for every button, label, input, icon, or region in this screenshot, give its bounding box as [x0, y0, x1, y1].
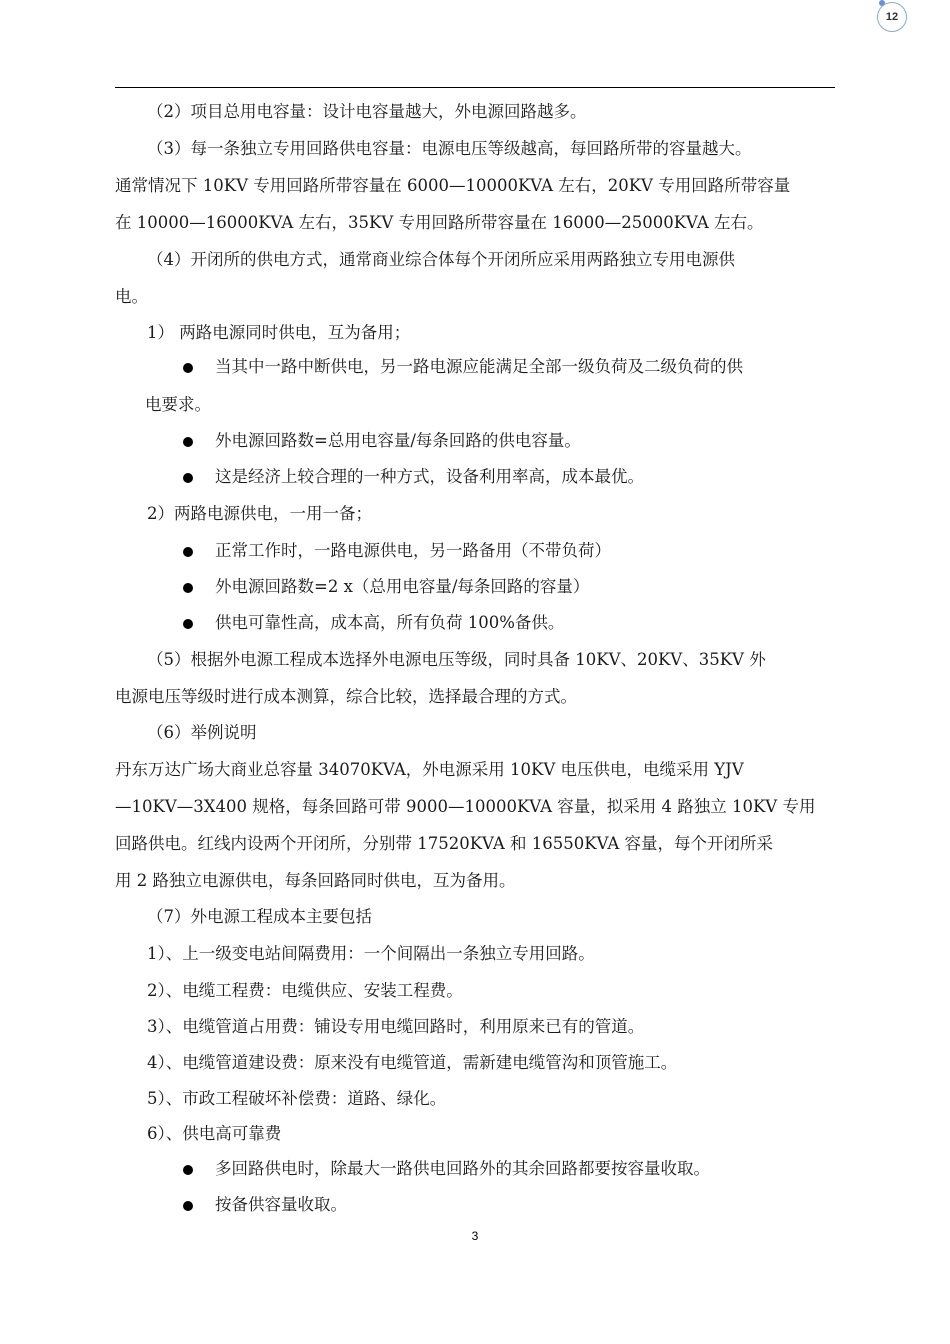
- paragraph-line: （2）项目总用电容量：设计电容量越大，外电源回路越多。: [147, 102, 587, 121]
- list-item: 3）、电缆管道占用费：铺设专用电缆回路时，利用原来已有的管道。: [147, 1017, 645, 1036]
- paragraph-line: 电要求。: [145, 395, 211, 414]
- bullet-text: 正常工作时，一路电源供电，另一路备用（不带负荷）: [215, 541, 611, 560]
- bullet-icon: [183, 547, 193, 557]
- bullet-icon: [183, 473, 193, 483]
- paragraph-line: 电源电压等级时进行成本测算，综合比较，选择最合理的方式。: [115, 687, 577, 706]
- bullet-icon: [183, 1201, 193, 1211]
- page-number: 3: [471, 1229, 479, 1243]
- paragraph-line: （6）举例说明: [147, 723, 257, 742]
- paragraph-line: 通常情况下 10KV 专用回路所带容量在 6000—10000KVA 左右，20KV 专用回路所带容量: [115, 176, 791, 195]
- paragraph-line: —10KV—3X400 规格，每条回路可带 9000—10000KVA 容量，拟采用 4 路独立 10KV 专用: [115, 797, 816, 816]
- paragraph-line: （4）开闭所的供电方式，通常商业综合体每个开闭所应采用两路独立专用电源供: [147, 250, 735, 269]
- bullet-text: 外电源回路数=2 x（总用电容量/每条回路的容量）: [215, 577, 590, 596]
- paragraph-line: （5）根据外电源工程成本选择外电源电压等级，同时具备 10KV、20KV、35KV 外: [147, 650, 766, 669]
- bullet-text: 这是经济上较合理的一种方式，设备利用率高，成本最优。: [215, 467, 644, 486]
- paragraph-line: （7）外电源工程成本主要包括: [147, 907, 372, 926]
- bullet-icon: [183, 583, 193, 593]
- list-item: 6）、供电高可靠费: [147, 1124, 282, 1143]
- paragraph-line: 在 10000—16000KVA 左右，35KV 专用回路所带容量在 16000—25000KVA 左右。: [115, 213, 764, 232]
- list-item: 2）、电缆工程费：电缆供应、安装工程费。: [147, 981, 463, 1000]
- bullet-text: 多回路供电时，除最大一路供电回路外的其余回路都要按容量收取。: [215, 1159, 710, 1178]
- paragraph-line: 回路供电。红线内设两个开闭所，分别带 17520KVA 和 16550KVA 容量，每个开闭所采: [115, 834, 774, 853]
- bullet-text: 外电源回路数=总用电容量/每条回路的供电容量。: [215, 431, 581, 450]
- paragraph-line: 电。: [115, 287, 148, 306]
- list-item: 1）、上一级变电站间隔费用：一个间隔出一条独立专用回路。: [147, 944, 595, 963]
- list-heading: 1） 两路电源同时供电，互为备用；: [147, 323, 411, 342]
- bullet-icon: [183, 619, 193, 629]
- list-heading: 2）两路电源供电，一用一备；: [147, 504, 372, 523]
- paragraph-line: 用 2 路独立电源供电，每条回路同时供电，互为备用。: [115, 871, 516, 890]
- paragraph-line: 丹东万达广场大商业总容量 34070KVA，外电源采用 10KV 电压供电，电缆采用 YJV: [115, 760, 744, 779]
- list-item: 4）、电缆管道建设费：原来没有电缆管道，需新建电缆管沟和顶管施工。: [147, 1053, 678, 1072]
- bullet-text: 供电可靠性高，成本高，所有负荷 100%备供。: [215, 613, 565, 632]
- bullet-icon: [183, 363, 193, 373]
- paragraph-line: （3）每一条独立专用回路供电容量：电源电压等级越高，每回路所带的容量越大。: [147, 139, 752, 158]
- header-rule: [115, 87, 835, 88]
- bullet-icon: [183, 1165, 193, 1175]
- bullet-text: 当其中一路中断供电，另一路电源应能满足全部一级负荷及二级负荷的供: [215, 357, 743, 376]
- bullet-icon: [183, 437, 193, 447]
- page-count-badge: 12: [877, 2, 907, 32]
- bullet-text: 按备供容量收取。: [215, 1195, 347, 1214]
- list-item: 5）、市政工程破坏补偿费：道路、绿化。: [147, 1089, 447, 1108]
